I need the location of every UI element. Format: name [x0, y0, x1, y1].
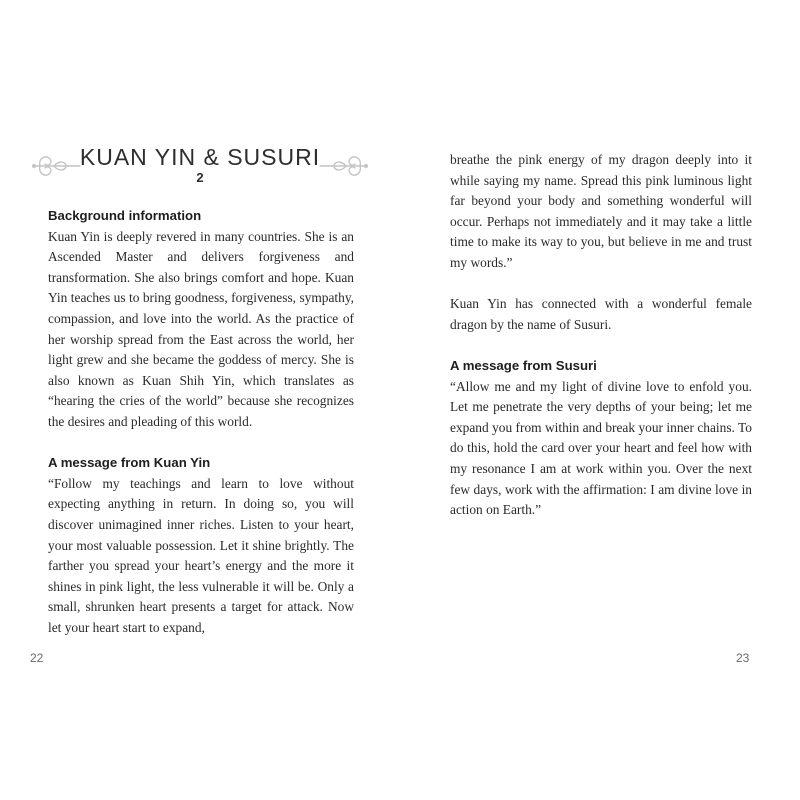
susuri-message-paragraph: “Allow me and my light of divine love to enfold you. Let me penetrate the very depths of your being; let me expand you from within and break your inner chains. To do this, hold the card over your heart and feel how with my resonance I am at work within you. Over the next few days, work with the affirmation: I am divine love in action on Earth.” — [450, 378, 752, 518]
background-paragraph: Kuan Yin is deeply revered in many countries. She is an Ascended Master and delivers forgiveness and transformation. She also brings comfort and hope. Kuan Yin teaches us to bring goodness, forgiveness, sympathy, compassion, and love into the world. As the practice of her worship spread from the East across the world, her light grew and she became the goddess of mercy. She is also known as Kuan Shih Yin, which translates as “hearing the cries of the world” because she recognizes the desires and pleading of this world. — [48, 228, 354, 429]
section-heading-background: Background information — [48, 208, 202, 223]
section-heading-susuri-message: A message from Susuri — [450, 357, 597, 373]
right-text-column — [450, 150, 752, 521]
connection-paragraph: Kuan Yin has connected with a wonderful female dragon by the name of Susuri. — [450, 296, 752, 332]
page-number-left: 22 — [30, 651, 44, 665]
chapter-title: KUAN YIN & SUSURI — [79, 144, 321, 170]
kuan-yin-message-paragraph: “Follow my teachings and learn to love without expecting anything in return. In doing so, you will discover unimagined inner riches. Listen to your heart, your most valuable possession. Let it shine brightly. The farther you spread your heart’s energy and the more it shines in pink light, the less vulnerable it will be. Only a small, shrunken heart presents a target for attack. Now let your heart start to expand, — [48, 475, 354, 635]
section-heading-kuan-yin-message: A message from Kuan Yin — [48, 455, 211, 471]
left-text-column — [48, 206, 354, 638]
right-page — [400, 0, 800, 800]
chapter-header — [30, 142, 370, 192]
chapter-number: 2 — [196, 170, 204, 185]
continuation-paragraph: breathe the pink energy of my dragon deeply into it while saying my name. Spread this pink luminous light far beyond your body and something wonderful will occur. Perhaps not immediately and it may take a little time to make its way to you, but believe in me and trust my words.” — [450, 152, 752, 270]
page-number-right: 23 — [736, 651, 750, 665]
flourish-ornament-right-icon — [318, 150, 370, 182]
